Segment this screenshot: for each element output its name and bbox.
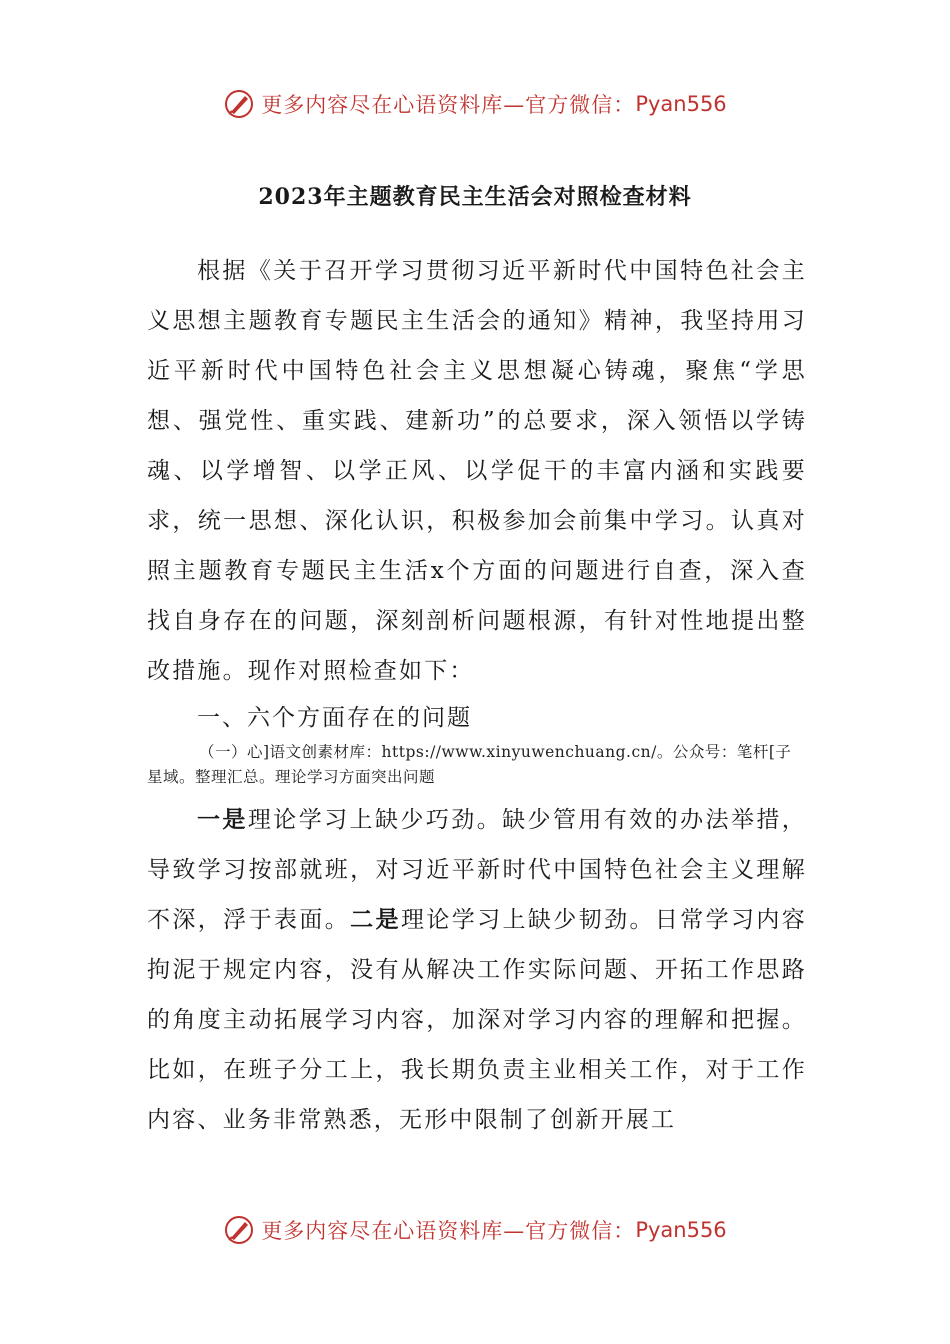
intro-paragraph (147, 246, 807, 696)
banner-wechat-id: Pyan556 (635, 92, 727, 116)
banner-text: 更多内容尽在心语资料库—官方微信： (261, 1219, 636, 1243)
point-one-text: 理论学习上缺少巧劲。缺少管用有效的办法举措，导致学习按部就班，对习近平新时代中国特色社会主义理解不深，浮于表面。 (147, 807, 807, 933)
point-two-text: 理论学习上缺少韧劲。日常学习内容拘泥于规定内容，没有从解决工作实际问题、开拓工作思路的角度主动拓展学习内容，加深对学习内容的理解和把握。比如，在班子分工上，我长期负责主业相关工作，对于工作内容、业务非常熟悉，无形中限制了创新开展工 (147, 907, 808, 1133)
section-heading: 一、六个方面存在的问题 (197, 705, 472, 731)
document-title: 2023年主题教育民主生活会对照检查材料 (258, 184, 692, 210)
subheading-note (147, 740, 797, 790)
banner-text: 更多内容尽在心语资料库—官方微信： (261, 93, 636, 117)
subheading-note-text: （一）心]语文创素材库：https://www.xinyuwenchuang.cn/。公众号：笔杆[子星域。整理汇总。理论学习方面突出问题 (147, 743, 792, 786)
banner-wechat-id: Pyan556 (635, 1218, 727, 1242)
intro-text: 根据《关于召开学习贯彻习近平新时代中国特色社会主义思想主题教育专题民主生活会的通知》精神，我坚持用习近平新时代中国特色社会主义思想凝心铸魂，聚焦“学思想、强党性、重实践、建新功”的总要求，深入领悟以学铸魂、以学增智、以学正风、以学促干的丰富内涵和实践要求，统一思想、深化认识，积极参加会前集中学习。认真对照主题教育专题民主生活x个方面的问题进行自查，深入查找自身存在的问题，深刻剖析问题根源，有针对性地提出整改措施。现作对照检查如下： (147, 258, 807, 684)
quill-pen-logo-icon (223, 1214, 255, 1246)
quill-pen-logo-icon (223, 88, 255, 120)
header-banner (0, 84, 950, 124)
footer-banner (0, 1210, 950, 1250)
point-one-label: 一是 (197, 806, 248, 833)
point-two-label: 二是 (350, 906, 401, 933)
problem-paragraph (147, 795, 807, 1145)
